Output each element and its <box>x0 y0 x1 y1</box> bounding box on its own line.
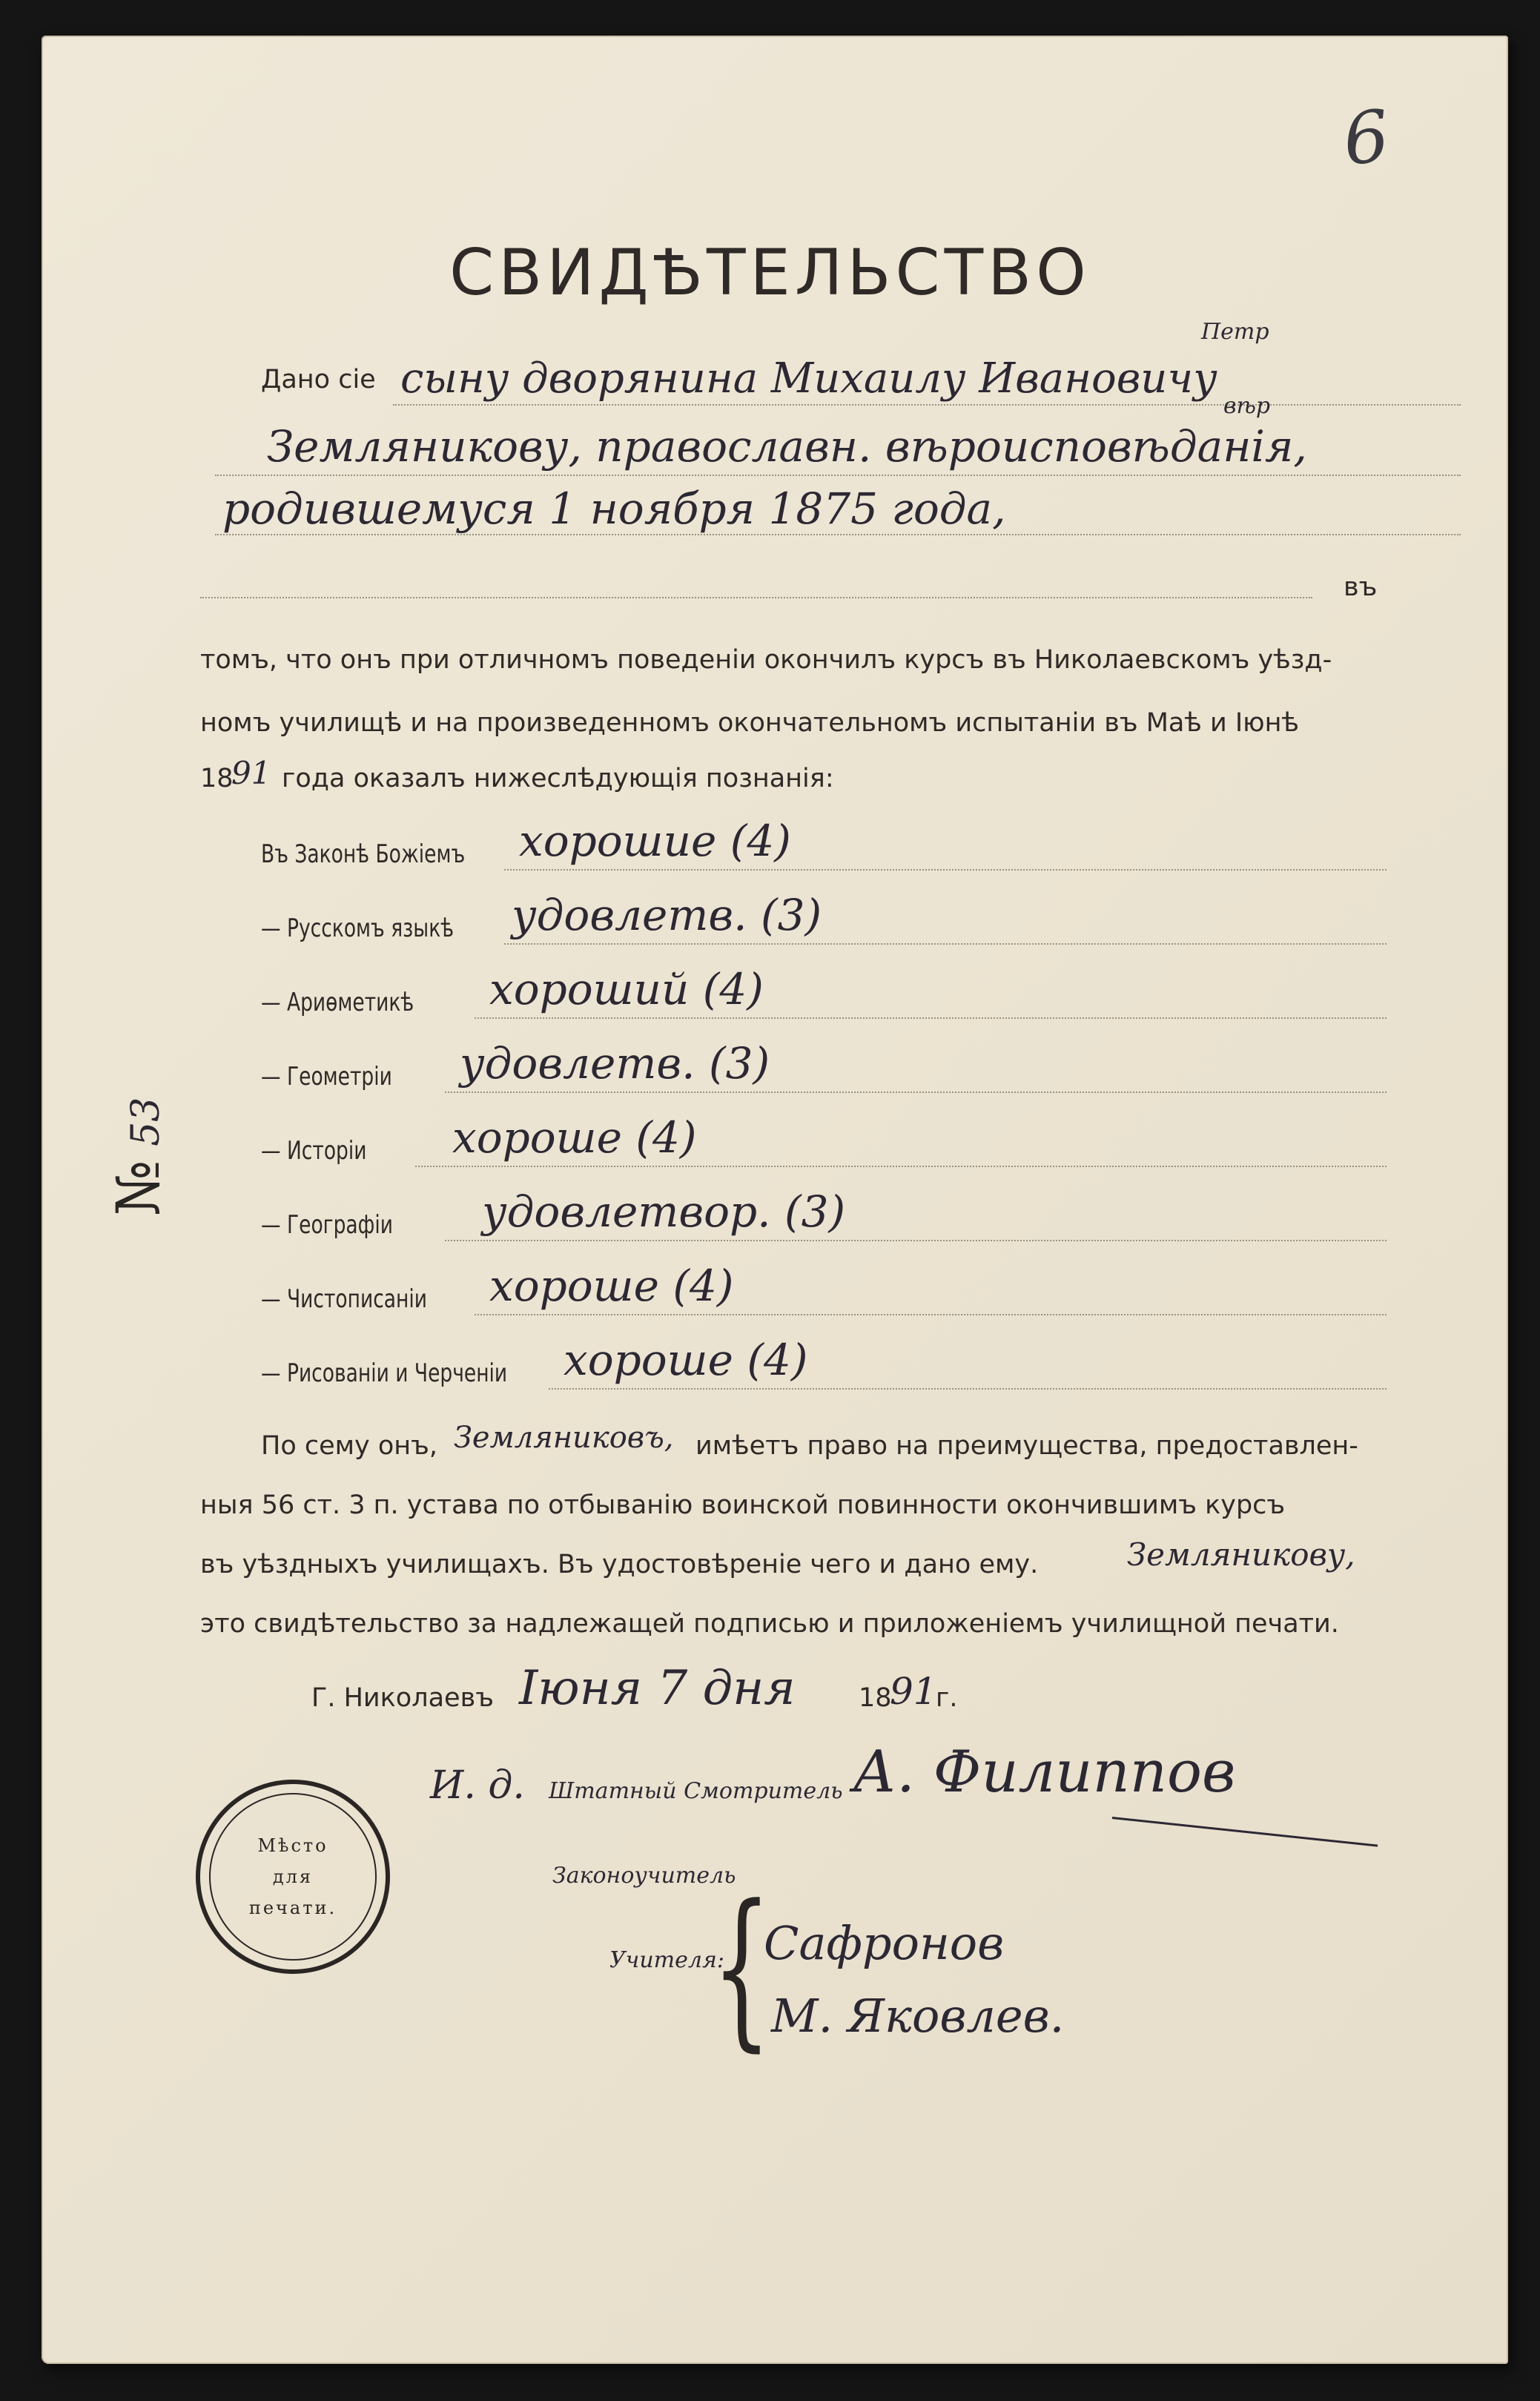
rights-line-1b: имѣетъ право на преимущества, предоставлен- <box>695 1431 1358 1461</box>
subject-label: — Рисованіи и Черченіи <box>261 1358 508 1388</box>
registry-value: 53 <box>124 1097 168 1146</box>
rights-line-1-hand: Земляниковъ, <box>454 1421 674 1455</box>
subject-line <box>445 1240 1387 1241</box>
teachers-brace: { <box>712 1869 772 2067</box>
given-line-3 <box>215 534 1461 535</box>
inspector-label: Штатный Смотритель <box>549 1778 843 1804</box>
subject-label: — Географіи <box>261 1210 393 1240</box>
teachers-label: Учителя: <box>609 1947 724 1973</box>
seal-inner-ring <box>209 1793 377 1961</box>
body-year-hand: 91 <box>231 755 271 791</box>
rights-line-3a: въ уѣздныхъ училищахъ. Въ удостовѣреніе чего и дано ему. <box>200 1550 1039 1579</box>
given-line-2 <box>215 475 1461 476</box>
date-city: Г. Николаевъ <box>311 1683 494 1713</box>
subject-label: — Чистописаніи <box>261 1284 427 1314</box>
subject-grade: хороше (4) <box>452 1112 697 1163</box>
rights-line-4: это свидѣтельство за надлежащей подписью и приложеніемъ училищной печати. <box>200 1609 1339 1639</box>
subject-line <box>504 869 1387 871</box>
subject-label: — Геометріи <box>261 1062 392 1091</box>
given-superscript-1: Петр <box>1201 319 1269 345</box>
date-hand: Іюня 7 дня <box>519 1661 796 1716</box>
inspector-signature: А. Филиппов <box>853 1739 1236 1806</box>
body-line-1: томъ, что онъ при отличномъ поведеніи окончилъ курсъ въ Николаевскомъ уѣзд- <box>200 645 1332 675</box>
body-year-prefix: 18 <box>200 764 234 793</box>
subject-label: — Русскомъ языкѣ <box>261 914 455 943</box>
rights-line-2: ныя 56 ст. 3 п. устава по отбыванію воинской повинности окончившимъ курсъ <box>200 1490 1286 1520</box>
subject-grade: хорошие (4) <box>519 816 791 866</box>
given-hand-2: Земляникову, православн. вѣроисповѣданія, <box>267 421 1307 472</box>
subject-label: — Исторіи <box>261 1136 367 1166</box>
body-line-2: номъ училищѣ и на произведенномъ окончательномъ испытаніи въ Маѣ и Іюнѣ <box>200 708 1300 738</box>
acting-abbrev: И. д. <box>430 1763 525 1808</box>
subject-label: Въ Законѣ Божіемъ <box>261 839 466 869</box>
subject-line <box>475 1314 1387 1315</box>
rights-line-1a: По сему онъ, <box>261 1431 438 1461</box>
subject-grade: удовлетвор. (3) <box>482 1186 846 1237</box>
subject-grade: хороший (4) <box>489 964 764 1014</box>
subject-grade: хороше (4) <box>564 1335 808 1385</box>
given-line-4-end: въ <box>1344 572 1378 602</box>
subject-line <box>475 1017 1387 1019</box>
teacher2-signature: М. Яковлев. <box>771 1989 1065 2043</box>
registry-number <box>104 1097 173 1216</box>
date-year-prefix: 18 <box>859 1683 892 1713</box>
subject-grade: хороше (4) <box>489 1261 734 1311</box>
subject-line <box>549 1388 1387 1390</box>
seal-text-2: для <box>272 1866 314 1887</box>
body-line-3: года оказалъ нижеслѣдующія познанія: <box>282 764 834 793</box>
subject-grade: удовлетв. (3) <box>460 1038 770 1089</box>
seal-text-3: печати. <box>248 1898 337 1918</box>
seal-text-1: Мѣсто <box>257 1835 328 1856</box>
given-hand-1: сыну дворянина Михаилу Ивановичу <box>400 354 1217 403</box>
subject-line <box>504 943 1387 945</box>
subject-grade: удовлетв. (3) <box>512 890 822 940</box>
given-label: Дано сіе <box>261 365 376 394</box>
given-superscript-2: вѣр <box>1223 393 1271 419</box>
teacher1-signature: Сафронов <box>764 1916 1005 1970</box>
page-number: 6 <box>1339 94 1393 182</box>
given-hand-3: родившемуся 1 ноября 1875 года, <box>222 483 1006 534</box>
date-suffix: г. <box>936 1683 958 1713</box>
given-line-4 <box>200 597 1312 598</box>
given-line-1 <box>393 404 1461 406</box>
seal-placeholder <box>196 1780 390 1974</box>
date-year-hand: 91 <box>890 1670 937 1713</box>
priest-label: Законоучитель <box>552 1863 736 1889</box>
subject-label: — Ариѳметикѣ <box>261 988 414 1017</box>
document-title: СВИДѢТЕЛЬСТВО <box>449 236 1091 310</box>
subject-line <box>415 1166 1387 1167</box>
subject-line <box>445 1091 1387 1093</box>
registry-label: № <box>104 1160 173 1216</box>
rights-line-3-hand: Земляникову, <box>1127 1536 1355 1573</box>
